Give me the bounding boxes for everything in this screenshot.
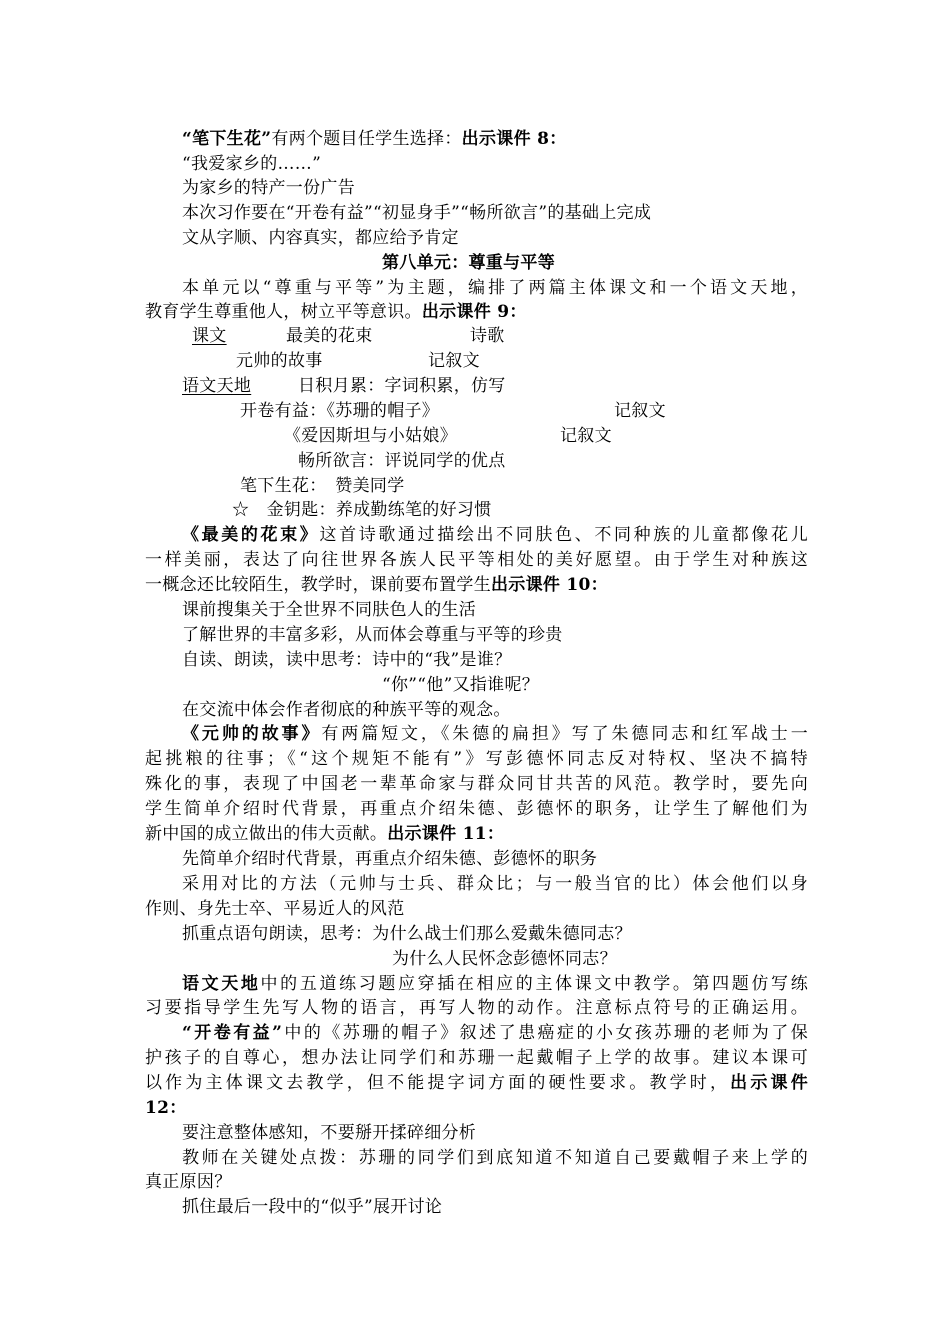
text-line: 一样美丽，表达了向往世界各族人民平等相处的美好愿望。由于学生对种族这 xyxy=(145,550,808,570)
text-line: 护孩子的自尊心，想办法让同学们和苏珊一起戴帽子上学的故事。建议本课可 xyxy=(145,1048,808,1068)
courseware-ref: 出示课件 11： xyxy=(387,824,505,844)
text-line: 为家乡的特产一份广告 xyxy=(182,178,355,198)
outline-item: 开卷有益：《苏珊的帽子》 xyxy=(240,401,440,421)
text-line: 《元帅的故事》有两篇短文，《朱德的扁担》写了朱德同志和红军战士一 xyxy=(182,724,808,744)
text-line: “开卷有益”中的《苏珊的帽子》叙述了患癌症的小女孩苏珊的老师为了保 xyxy=(182,1023,808,1043)
text-line: 教师在关键处点拨：苏珊的同学们到底知道不知道自己要戴帽子来上学的 xyxy=(182,1148,808,1168)
outline-yuwentiandi: 语文天地 xyxy=(182,376,252,396)
text-line: 教育学生尊重他人，树立平等意识。出示课件 9： xyxy=(145,302,527,322)
text-line: “我爱家乡的……” xyxy=(182,154,322,174)
outline-kewen: 课文 xyxy=(192,326,227,346)
outline-item: 《爱因斯坦与小姑娘》 xyxy=(284,426,457,446)
text-line: “笔下生花”有两个题目任学生选择：出示课件 8： xyxy=(182,129,567,149)
text-line: 本次习作要在“开卷有益”“初显身手”“畅所欲言”的基础上完成 xyxy=(182,203,652,223)
text-line: 为什么人民怀念彭德怀同志？ xyxy=(392,949,617,969)
outline-genre: 记叙文 xyxy=(428,351,480,371)
courseware-ref: 出示课件 10： xyxy=(491,575,608,595)
text-line: 本单元以“尊重与平等”为主题，编排了两篇主体课文和一个语文天地， xyxy=(182,278,808,298)
text-line: 以作为主体课文去教学，但不能提字词方面的硬性要求。教学时，出示课件 xyxy=(145,1073,809,1093)
text-line: 了解世界的丰富多彩，从而体会尊重与平等的珍贵 xyxy=(182,625,563,645)
text-line: 抓住最后一段中的“似乎”展开讨论 xyxy=(182,1197,443,1217)
unit-title: 第八单元：尊重与平等 xyxy=(382,253,555,273)
courseware-ref: 出示课件 xyxy=(730,1073,809,1093)
text-line: 在交流中体会作者彻底的种族平等的观念。 xyxy=(182,700,511,720)
text-line: 课前搜集关于全世界不同肤色人的生活 xyxy=(182,600,477,620)
text-line: 自读、朗读，读中思考：诗中的“我”是谁？ xyxy=(182,650,512,670)
text-line: 12： xyxy=(145,1098,187,1118)
outline-item: 元帅的故事 xyxy=(236,351,323,371)
outline-item: 畅所欲言：评说同学的优点 xyxy=(298,451,506,471)
outline-item: 日积月累：字词积累，仿写 xyxy=(298,376,506,396)
text-line: 学生简单介绍时代背景，再重点介绍朱德、彭德怀的职务，让学生了解他们为 xyxy=(145,799,808,819)
outline-genre: 记叙文 xyxy=(560,426,612,446)
text-line: 采用对比的方法（元帅与士兵、群众比；与一般当官的比）体会他们以身 xyxy=(182,874,808,894)
text-line: 语文天地中的五道练习题应穿插在相应的主体课文中教学。第四题仿写练 xyxy=(182,974,808,994)
text-line: 文从字顺、内容真实，都应给予肯定 xyxy=(182,228,459,248)
text-line: 起挑粮的往事；《“这个规矩不能有”》写彭德怀同志反对特权、坚决不搞特 xyxy=(145,749,808,769)
text-line: 作则、身先士卒、平易近人的风范 xyxy=(145,899,405,919)
outline-item: 笔下生花： 赞美同学 xyxy=(240,476,405,496)
bold-term: “笔下生花” xyxy=(182,129,272,149)
text-line: 殊化的事，表现了中国老一辈革命家与群众同甘共苦的风范。教学时，要先向 xyxy=(145,774,808,794)
text-line: 要注意整体感知，不要掰开揉碎细分析 xyxy=(182,1123,477,1143)
outline-genre: 诗歌 xyxy=(470,326,505,346)
outline-item: ☆ 金钥匙：养成勤练笔的好习惯 xyxy=(232,500,492,520)
text-line: 真正原因？ xyxy=(145,1172,232,1192)
courseware-ref: 出示课件 8： xyxy=(461,129,567,149)
outline-genre: 记叙文 xyxy=(614,401,666,421)
text-line: “你”“他”又指谁呢？ xyxy=(382,675,540,695)
outline-item: 最美的花束 xyxy=(286,326,373,346)
bold-term: “开卷有益” xyxy=(182,1023,283,1043)
lesson-title: 《最美的花束》 xyxy=(182,525,320,545)
text-line: 习要指导学生先写人物的语言，再写人物的动作。注意标点符号的正确运用。 xyxy=(145,998,808,1018)
text-line: 《最美的花束》这首诗歌通过描绘出不同肤色、不同种族的儿童都像花儿 xyxy=(182,525,808,545)
text-line: 抓重点语句朗读，思考：为什么战士们那么爱戴朱德同志？ xyxy=(182,924,632,944)
bold-term: 语文天地 xyxy=(182,974,261,994)
text-line: 新中国的成立做出的伟大贡献。出示课件 11： xyxy=(145,824,505,844)
text-line: 先简单介绍时代背景，再重点介绍朱德、彭德怀的职务 xyxy=(182,849,598,869)
lesson-title: 《元帅的故事》 xyxy=(182,724,322,744)
text-line: 一概念还比较陌生，教学时，课前要布置学生出示课件 10： xyxy=(145,575,608,595)
courseware-ref: 出示课件 9： xyxy=(421,302,527,322)
